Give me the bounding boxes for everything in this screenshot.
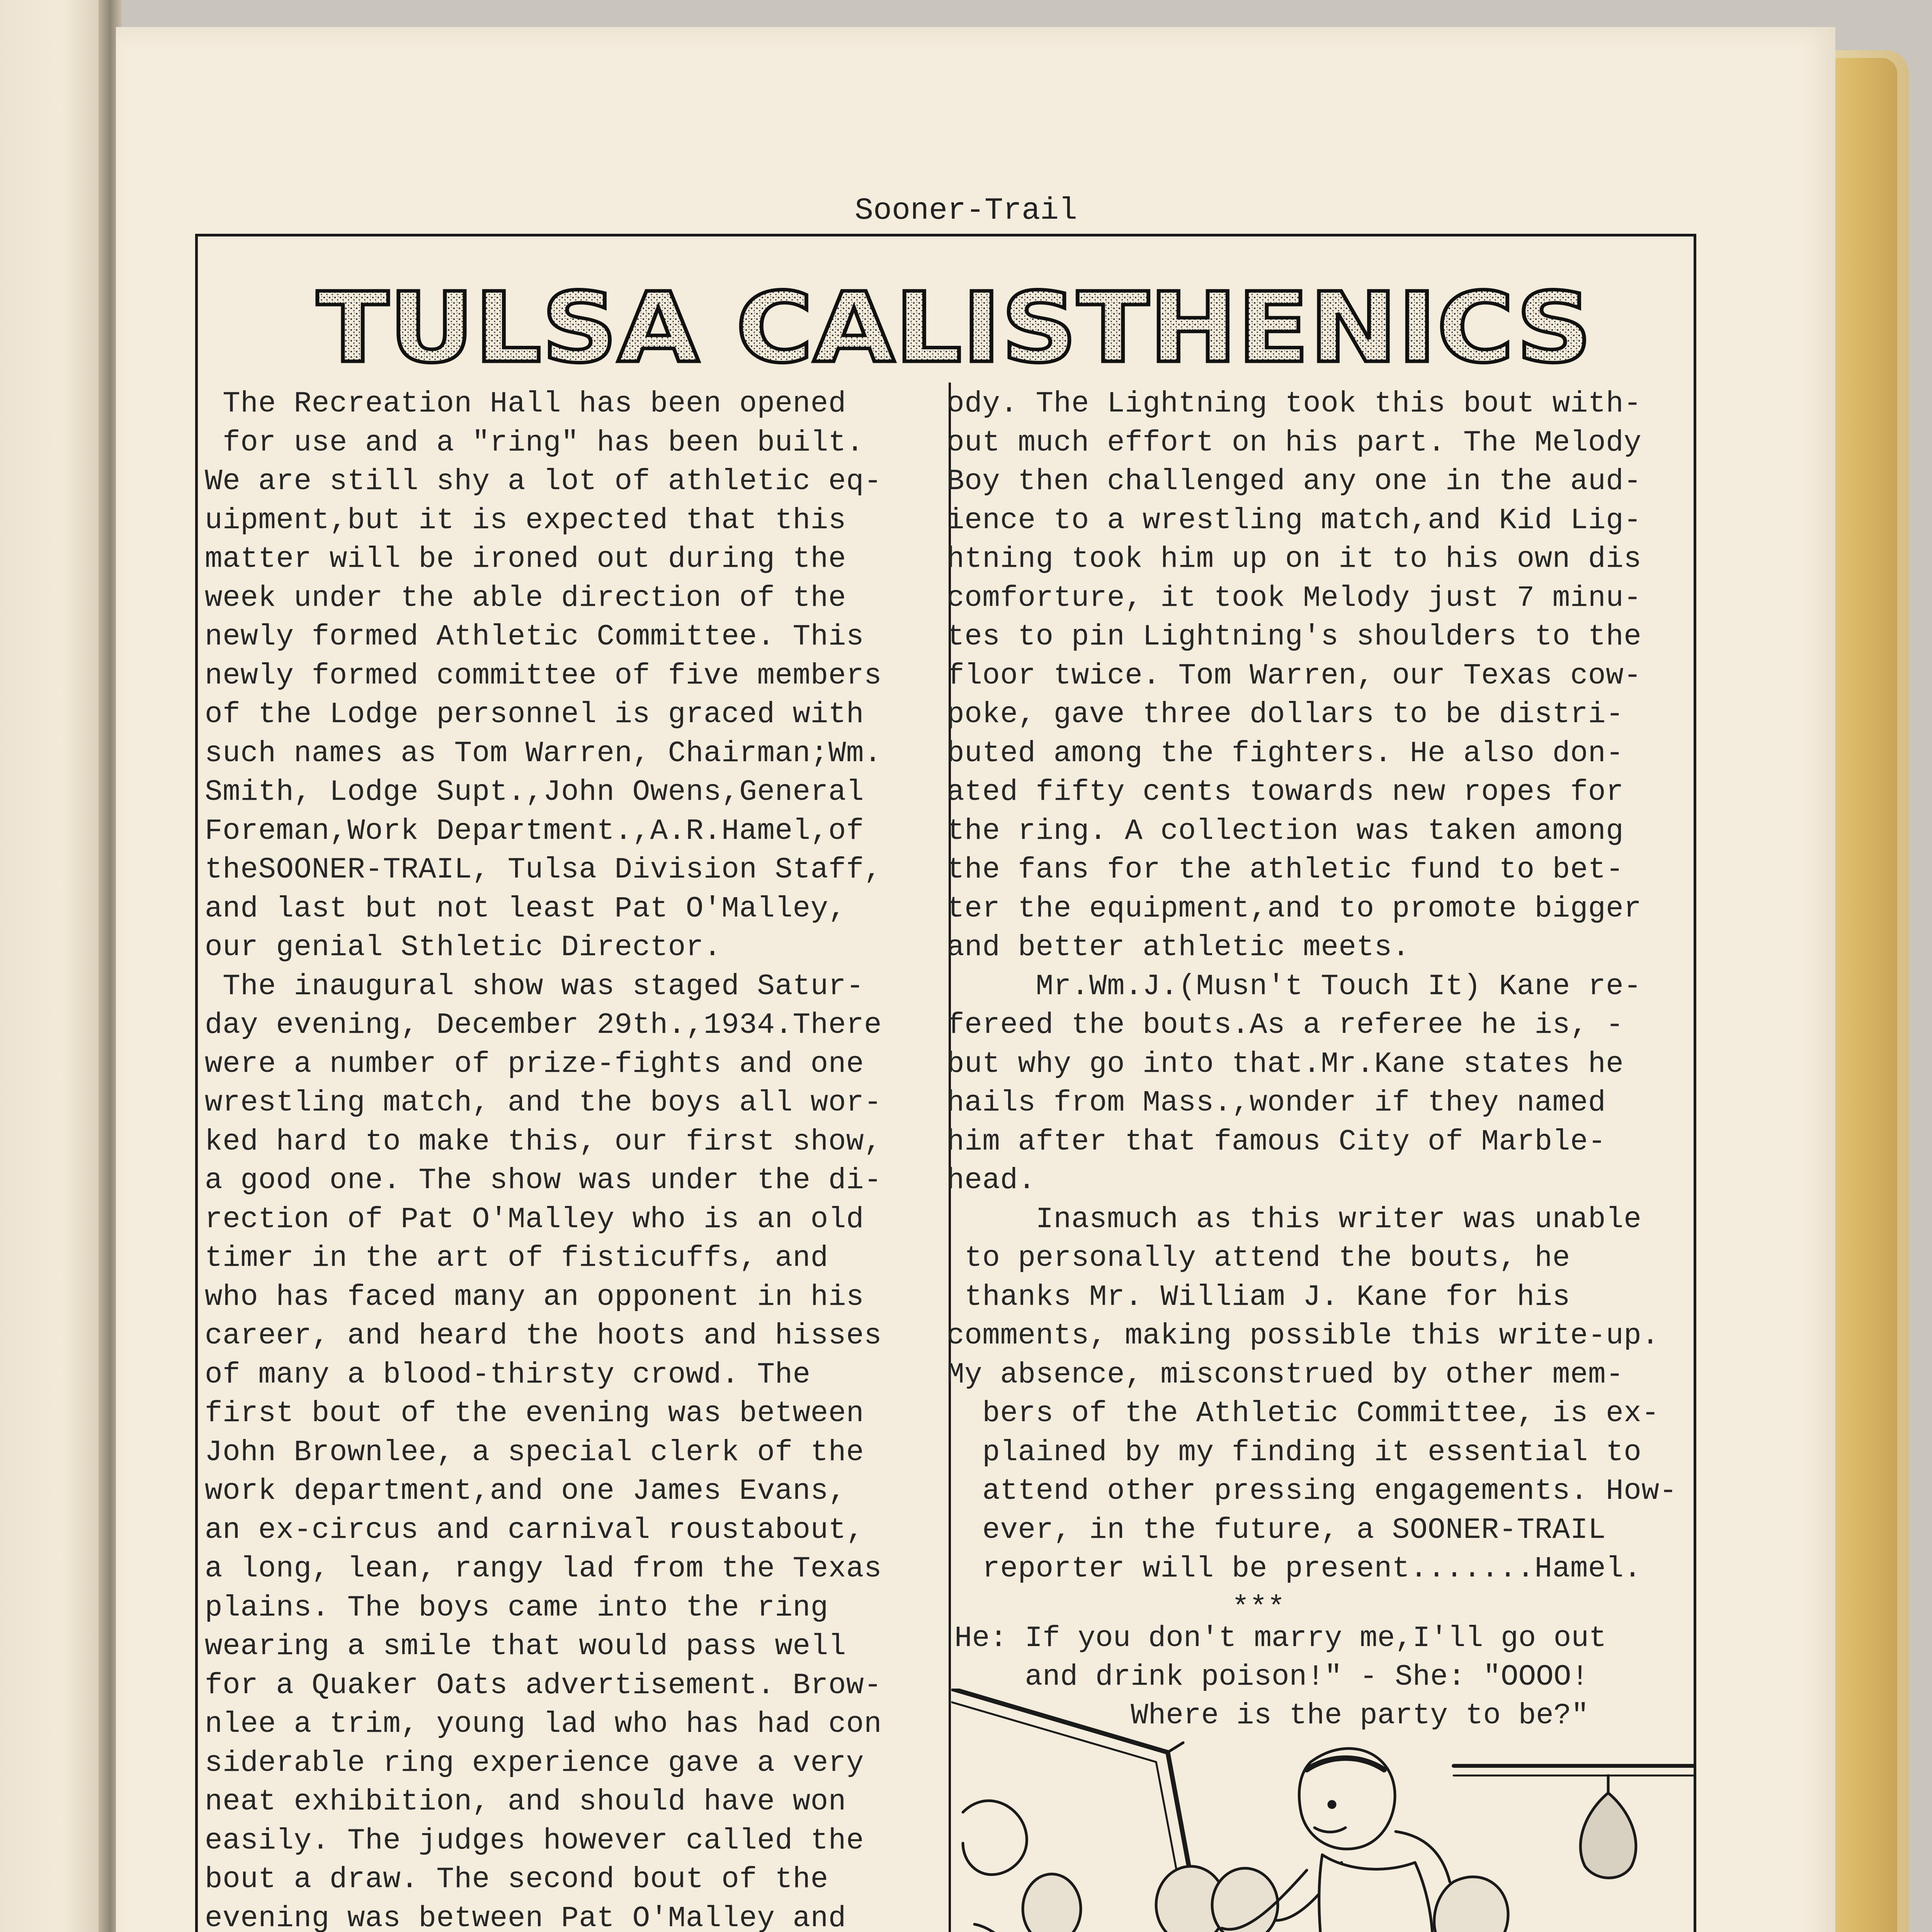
title-text: TULSA CALISTHENICS xyxy=(317,274,1592,375)
text-line: Boy then challenged any one in the aud- xyxy=(947,465,1642,498)
text-line: rection of Pat O'Malley who is an old xyxy=(205,1202,864,1236)
boxer-torso xyxy=(1319,1855,1433,1932)
text-line: tes to pin Lightning's shoulders to the xyxy=(947,620,1642,653)
text-line: easily. The judges however called the xyxy=(205,1824,864,1857)
text-line: and better athletic meets. xyxy=(947,931,1410,964)
text-line: first bout of the evening was between xyxy=(205,1397,864,1430)
text-line: ter the equipment,and to promote bigger xyxy=(947,892,1642,925)
text-line: our genial Sthletic Director. xyxy=(205,931,722,964)
text-line: comments, making possible this write-up. xyxy=(947,1319,1660,1352)
text-line: ever, in the future, a SOONER-TRAIL xyxy=(947,1513,1606,1547)
text-line: work department,and one James Evans, xyxy=(205,1475,846,1508)
text-line: him after that famous City of Marble- xyxy=(947,1125,1606,1158)
text-line: *** xyxy=(947,1591,1286,1624)
text-line: but why go into that.Mr.Kane states he xyxy=(947,1047,1624,1081)
text-line: out much effort on his part. The Melody xyxy=(947,426,1642,459)
text-line: ience to a wrestling match,and Kid Lig- xyxy=(947,503,1642,537)
text-line: of many a blood-thirsty crowd. The xyxy=(205,1358,811,1391)
text-line: We are still shy a lot of athletic eq- xyxy=(205,465,882,498)
text-line: plains. The boys came into the ring xyxy=(205,1591,828,1624)
text-line: and drink poison!" - She: "OOOO! xyxy=(954,1660,1589,1694)
text-line: Inasmuch as this writer was unable xyxy=(947,1202,1642,1236)
text-line: day evening, December 29th.,1934.There xyxy=(205,1009,882,1042)
text-line: ked hard to make this, our first show, xyxy=(205,1125,882,1158)
text-line: the ring. A collection was taken among xyxy=(947,814,1624,848)
text-line: and last but not least Pat O'Malley, xyxy=(205,892,846,925)
text-line: reporter will be present.......Hamel. xyxy=(947,1552,1642,1585)
text-line: matter will be ironed out during the xyxy=(205,543,846,576)
right-glove xyxy=(1212,1868,1278,1932)
text-line: My absence, misconstrued by other mem- xyxy=(947,1358,1624,1391)
text-line: newly formed Athletic Committee. This xyxy=(205,620,864,653)
text-line: who has faced many an opponent in his xyxy=(205,1280,864,1314)
text-line: Smith, Lodge Supt.,John Owens,General xyxy=(205,776,864,809)
text-line: uipment,but it is expected that this xyxy=(205,503,846,537)
text-line: evening was between Pat O'Malley and xyxy=(205,1901,846,1932)
running-header: Sooner-Trail xyxy=(854,193,1078,228)
text-line: were a number of prize-fights and one xyxy=(205,1047,864,1081)
text-line: wrestling match, and the boys all wor- xyxy=(205,1086,882,1119)
text-line: plained by my finding it essential to xyxy=(947,1435,1642,1469)
text-line: attend other pressing engagements. How- xyxy=(947,1475,1677,1508)
text-line: nlee a trim, young lad who has had con xyxy=(205,1708,882,1741)
text-line: a long, lean, rangy lad from the Texas xyxy=(205,1552,882,1585)
text-line: comforture, it took Melody just 7 minu- xyxy=(947,581,1642,615)
text-line: The inaugural show was staged Satur- xyxy=(205,969,864,1003)
facing-page-edge xyxy=(0,0,104,1932)
text-line: theSOONER-TRAIL, Tulsa Division Staff, xyxy=(205,853,882,886)
text-line: He: If you don't marry me,I'll go out xyxy=(954,1622,1607,1655)
reflection-glove xyxy=(1023,1874,1081,1932)
rear-glove xyxy=(1434,1877,1508,1932)
text-line: week under the able direction of the xyxy=(205,581,846,615)
text-line: ody. The Lightning took this bout with- xyxy=(947,387,1642,420)
text-line: for a Quaker Oats advertisement. Brow- xyxy=(205,1668,882,1702)
text-line: of the Lodge personnel is graced with xyxy=(205,698,864,731)
text-line: ated fifty cents towards new ropes for xyxy=(947,776,1624,809)
punching-bag xyxy=(1580,1793,1636,1878)
text-line: thanks Mr. William J. Kane for his xyxy=(947,1280,1570,1314)
text-line: buted among the fighters. He also don- xyxy=(947,736,1624,770)
text-line: The Recreation Hall has been opened xyxy=(205,387,846,420)
text-line: neat exhibition, and should have won xyxy=(205,1785,846,1818)
text-line: an ex-circus and carnival roustabout, xyxy=(205,1513,864,1547)
text-line: to personally attend the bouts, he xyxy=(947,1242,1570,1275)
text-line: for use and a "ring" has been built. xyxy=(205,426,864,459)
text-line: hails from Mass.,wonder if they named xyxy=(947,1086,1606,1119)
reflection-head xyxy=(963,1801,1027,1874)
text-line: head. xyxy=(947,1164,1036,1197)
text-line: Where is the party to be?" xyxy=(954,1699,1589,1732)
text-line: bout a draw. The second bout of the xyxy=(205,1863,828,1896)
text-line: bers of the Athletic Committee, is ex- xyxy=(947,1397,1660,1430)
text-line: siderable ring experience gave a very xyxy=(205,1746,864,1780)
text-line: John Brownlee, a special clerk of the xyxy=(205,1435,864,1469)
text-line: floor twice. Tom Warren, our Texas cow- xyxy=(947,659,1642,692)
text-line: Mr.Wm.J.(Musn't Touch It) Kane re- xyxy=(947,969,1642,1003)
text-line: fereed the bouts.As a referee he is, - xyxy=(947,1009,1624,1042)
text-line: timer in the art of fisticuffs, and xyxy=(205,1242,828,1275)
text-line: newly formed committee of five members xyxy=(205,659,882,692)
text-line: such names as Tom Warren, Chairman;Wm. xyxy=(205,736,882,770)
article-title xyxy=(301,274,1607,375)
text-line: career, and heard the hoots and hisses xyxy=(205,1319,882,1352)
left-column xyxy=(205,384,947,1932)
text-line: poke, gave three dollars to be distri- xyxy=(947,698,1624,731)
text-line: a good one. The show was under the di- xyxy=(205,1164,882,1197)
text-line: Foreman,Work Department.,A.R.Hamel,of xyxy=(205,814,864,848)
boxing-cartoon xyxy=(951,1689,1695,1932)
text-line: wearing a smile that would pass well xyxy=(205,1630,846,1663)
text-line: the fans for the athletic fund to bet- xyxy=(947,853,1624,886)
text-line: htning took him up on it to his own dis xyxy=(947,543,1642,576)
right-column xyxy=(947,384,1692,1627)
